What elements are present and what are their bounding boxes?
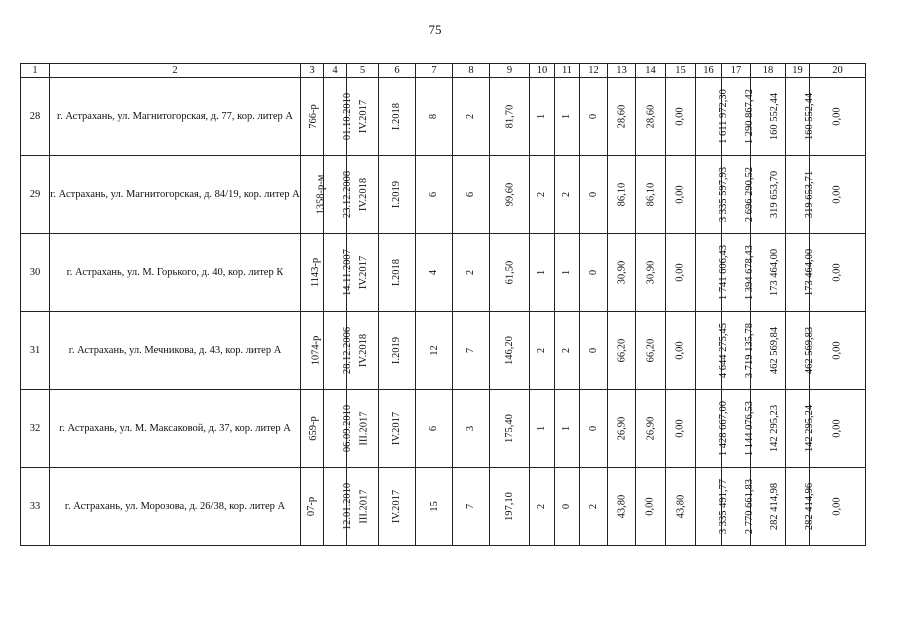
table-cell xyxy=(608,234,636,312)
row-number-cell: 32 xyxy=(21,390,50,468)
table-cell xyxy=(530,156,555,234)
cell-value: 319 653,70 xyxy=(769,170,781,219)
cell-value: 2 xyxy=(561,347,573,354)
table-cell xyxy=(696,156,730,234)
row-number-cell: 33 xyxy=(21,468,50,546)
column-number-cell: 18 xyxy=(751,64,786,78)
column-number-cell: 20 xyxy=(810,64,866,78)
cell-value: 6 xyxy=(428,425,440,432)
table-cell xyxy=(636,468,666,546)
table-cell xyxy=(379,78,416,156)
cell-value: 175,40 xyxy=(504,414,515,443)
table-cell xyxy=(379,468,416,546)
table-cell xyxy=(751,78,786,156)
table-cell xyxy=(580,234,608,312)
table-cell xyxy=(580,78,608,156)
cell-value: 462 569,83 xyxy=(804,326,816,375)
cell-value: 0,00 xyxy=(832,107,843,126)
table-cell xyxy=(751,234,786,312)
cell-value: 14.11.2007 xyxy=(341,249,353,296)
cell-value: 160 552,44 xyxy=(804,92,816,141)
table-cell xyxy=(666,234,696,312)
row-number-cell: 29 xyxy=(21,156,50,234)
table-cell xyxy=(555,78,580,156)
cell-value: 12 xyxy=(428,345,440,356)
cell-value: 0,00 xyxy=(832,419,843,438)
cell-value: 173 464,00 xyxy=(769,248,781,297)
data-table xyxy=(20,63,866,546)
table-cell xyxy=(530,390,555,468)
cell-value: 0 xyxy=(588,347,599,354)
table-cell xyxy=(416,468,453,546)
cell-value: 26,90 xyxy=(645,416,656,441)
cell-value: 01.10.2010 xyxy=(342,92,354,141)
cell-value: 0,00 xyxy=(832,497,843,516)
table-cell xyxy=(555,312,580,390)
table-cell xyxy=(666,78,696,156)
cell-value: IV.2017 xyxy=(358,255,370,290)
column-number-cell: 4 xyxy=(324,64,347,78)
table-cell xyxy=(301,312,324,390)
table-cell xyxy=(636,312,666,390)
table-cell xyxy=(666,312,696,390)
cell-value: 1 xyxy=(561,269,573,276)
cell-value: 0 xyxy=(588,269,599,276)
table-cell xyxy=(810,390,866,468)
cell-value: 1 290 867,42 xyxy=(744,88,756,145)
table-cell xyxy=(636,156,666,234)
cell-value: 99,60 xyxy=(504,182,515,207)
cell-value: 26,90 xyxy=(616,416,627,441)
table-cell xyxy=(379,156,416,234)
table-cell xyxy=(490,390,530,468)
cell-value: 1074-р xyxy=(310,335,322,366)
cell-value: 66,20 xyxy=(616,338,627,363)
cell-value: 7 xyxy=(465,503,477,510)
table-cell xyxy=(608,156,636,234)
page-number: 75 xyxy=(428,22,442,37)
cell-value: 146,20 xyxy=(504,336,515,365)
cell-value: 659-р xyxy=(307,416,319,441)
cell-value: 1 xyxy=(561,113,573,120)
cell-value: 0,00 xyxy=(675,341,686,360)
table-cell xyxy=(810,312,866,390)
table-cell xyxy=(301,78,324,156)
table-cell xyxy=(696,234,730,312)
cell-value: 28.12.2006 xyxy=(342,326,354,375)
table-cell xyxy=(786,390,816,468)
table-cell xyxy=(453,78,490,156)
cell-value: 3 335 597,93 xyxy=(718,166,730,223)
cell-value: 0,00 xyxy=(675,263,686,282)
table-cell xyxy=(608,390,636,468)
table-cell xyxy=(555,468,580,546)
cell-value: 2 xyxy=(588,503,599,510)
cell-value: 28,60 xyxy=(616,104,627,129)
cell-value: 81,70 xyxy=(504,104,515,129)
cell-value: 197,10 xyxy=(504,492,515,521)
cell-value: 23.12.2008 xyxy=(342,170,354,219)
column-number-cell: 2 xyxy=(50,64,301,78)
cell-value: 3 335 491,77 xyxy=(718,478,730,535)
table-cell xyxy=(696,312,730,390)
table-cell xyxy=(555,390,580,468)
table-cell xyxy=(379,312,416,390)
cell-value: 61,50 xyxy=(504,260,515,285)
table-row xyxy=(21,156,866,234)
table-cell xyxy=(490,156,530,234)
table-cell xyxy=(666,156,696,234)
address-cell: г. Астрахань, ул. Морозова, д. 26/38, кор. литер А xyxy=(50,468,301,546)
cell-value: 0,00 xyxy=(832,263,843,282)
cell-value: 0 xyxy=(561,503,573,510)
cell-value: 6 xyxy=(465,191,477,198)
cell-value: 3 719 135,78 xyxy=(744,322,756,379)
row-number-cell: 28 xyxy=(21,78,50,156)
table-cell xyxy=(786,312,816,390)
column-number-cell: 1 xyxy=(21,64,50,78)
column-number-cell: 8 xyxy=(453,64,490,78)
cell-value: 3 xyxy=(465,425,477,432)
table-cell xyxy=(453,234,490,312)
table-cell xyxy=(324,468,354,546)
column-number-cell: 7 xyxy=(416,64,453,78)
table-row xyxy=(21,234,866,312)
cell-value: 0 xyxy=(588,191,599,198)
table-cell xyxy=(453,312,490,390)
table-cell xyxy=(453,156,490,234)
cell-value: 4 644 275,45 xyxy=(718,322,730,379)
cell-value: 28,60 xyxy=(645,104,656,129)
table-cell xyxy=(490,312,530,390)
address-cell: г. Астрахань, ул. Мечникова, д. 43, кор. литер А xyxy=(50,312,301,390)
cell-value: I.2019 xyxy=(391,336,403,365)
table-cell xyxy=(453,390,490,468)
cell-value: 43,80 xyxy=(616,494,627,519)
table-cell xyxy=(580,390,608,468)
column-number-cell: 16 xyxy=(696,64,722,78)
cell-value: IV.2018 xyxy=(358,177,370,212)
cell-value: 2 xyxy=(465,269,477,276)
table-cell xyxy=(810,156,866,234)
column-number-cell: 6 xyxy=(379,64,416,78)
column-number-cell: 13 xyxy=(608,64,636,78)
table-cell xyxy=(696,390,730,468)
cell-value: 2 xyxy=(465,113,477,120)
cell-value: 319 653,71 xyxy=(804,170,816,219)
cell-value: 142 295,24 xyxy=(804,404,816,453)
table-cell xyxy=(490,234,530,312)
cell-value: 43,80 xyxy=(675,494,686,519)
cell-value: 282 414,98 xyxy=(769,482,781,531)
table-cell xyxy=(301,468,324,546)
table-cell xyxy=(608,468,636,546)
table-cell xyxy=(751,468,786,546)
table-cell xyxy=(301,234,324,312)
cell-value: 2 xyxy=(536,191,548,198)
table-cell xyxy=(666,468,696,546)
cell-value: 1143-р xyxy=(310,257,322,288)
table-cell xyxy=(810,78,866,156)
cell-value: 12.01.2010 xyxy=(342,482,354,531)
cell-value: 0 xyxy=(588,425,599,432)
cell-value: III.2017 xyxy=(358,489,370,524)
cell-value: 8 xyxy=(428,113,440,120)
cell-value: 1 xyxy=(536,425,548,432)
cell-value: IV.2017 xyxy=(391,489,403,524)
cell-value: 7 xyxy=(465,347,477,354)
table-cell xyxy=(751,312,786,390)
column-number-cell: 5 xyxy=(347,64,379,78)
column-number-cell: 10 xyxy=(530,64,555,78)
table-cell xyxy=(416,234,453,312)
cell-value: 1 428 667,00 xyxy=(718,400,730,457)
table-cell xyxy=(786,468,816,546)
cell-value: 766-р xyxy=(307,104,319,129)
cell-value: 4 xyxy=(428,269,440,276)
table-cell xyxy=(490,78,530,156)
table-cell xyxy=(530,312,555,390)
table-cell xyxy=(696,468,730,546)
table-cell xyxy=(530,234,555,312)
cell-value: 282 414,96 xyxy=(804,482,816,531)
table-cell xyxy=(416,156,453,234)
table-cell xyxy=(416,78,453,156)
column-number-cell: 15 xyxy=(666,64,696,78)
table-cell xyxy=(636,390,666,468)
table-cell xyxy=(786,78,816,156)
cell-value: 0,00 xyxy=(675,185,686,204)
table-cell xyxy=(810,234,866,312)
cell-value: IV.2018 xyxy=(358,333,370,368)
table-cell xyxy=(490,468,530,546)
cell-value: 6 xyxy=(428,191,440,198)
address-cell: г. Астрахань, ул. Магнитогорская, д. 84/19, кор. литер А xyxy=(50,156,301,234)
table-cell xyxy=(636,78,666,156)
row-number-cell: 31 xyxy=(21,312,50,390)
column-number-cell: 3 xyxy=(301,64,324,78)
address-cell: г. Астрахань, ул. Магнитогорская, д. 77, кор. литер А xyxy=(50,78,301,156)
cell-value: 07-р xyxy=(306,496,318,517)
table-cell xyxy=(810,468,866,546)
column-number-cell: 14 xyxy=(636,64,666,78)
table-cell xyxy=(324,312,354,390)
cell-value: 2 696 290,52 xyxy=(744,166,756,223)
cell-value: 1 741 606,43 xyxy=(718,244,730,301)
table-cell xyxy=(751,390,786,468)
cell-value: IV.2017 xyxy=(358,99,370,134)
table-cell xyxy=(580,312,608,390)
table-cell xyxy=(416,312,453,390)
cell-value: 173 464,00 xyxy=(804,248,816,297)
address-cell: г. Астрахань, ул. М. Горького, д. 40, кор. литер К xyxy=(50,234,301,312)
table-cell xyxy=(301,390,324,468)
cell-value: 2 xyxy=(561,191,573,198)
table-cell xyxy=(324,234,353,312)
column-number-cell: 11 xyxy=(555,64,580,78)
row-number-cell: 30 xyxy=(21,234,50,312)
table-cell xyxy=(530,78,555,156)
table-cell xyxy=(324,156,354,234)
cell-value: 0 xyxy=(588,113,599,120)
table-cell xyxy=(555,234,580,312)
table-cell xyxy=(453,468,490,546)
cell-value: 1 144 076,53 xyxy=(744,400,756,457)
table-cell xyxy=(416,390,453,468)
table-cell xyxy=(379,390,416,468)
cell-value: 30,90 xyxy=(645,260,656,285)
column-number-cell: 9 xyxy=(490,64,530,78)
cell-value: 2 xyxy=(536,503,548,510)
cell-value: 66,20 xyxy=(645,338,656,363)
header-row xyxy=(21,64,866,78)
cell-value: III.2017 xyxy=(358,411,370,446)
cell-value: 06.09.2010 xyxy=(342,404,354,453)
table-cell xyxy=(379,234,416,312)
cell-value: 1 394 678,43 xyxy=(744,244,756,301)
table-cell xyxy=(666,390,696,468)
cell-value: 15 xyxy=(428,501,440,512)
cell-value: 0,00 xyxy=(832,341,843,360)
table-cell xyxy=(751,156,786,234)
column-number-cell: 19 xyxy=(786,64,810,78)
table-cell xyxy=(324,78,354,156)
cell-value: 0,00 xyxy=(645,497,656,516)
table-cell xyxy=(555,156,580,234)
cell-value: 2 770 661,83 xyxy=(744,478,756,535)
address-cell: г. Астрахань, ул. М. Максаковой, д. 37, кор. литер А xyxy=(50,390,301,468)
cell-value: 1 xyxy=(536,113,548,120)
cell-value: 30,90 xyxy=(616,260,627,285)
cell-value: 0,00 xyxy=(675,107,686,126)
table-cell xyxy=(608,312,636,390)
table-cell xyxy=(636,234,666,312)
cell-value: I.2018 xyxy=(391,102,403,131)
cell-value: 2 xyxy=(536,347,548,354)
table-row xyxy=(21,78,866,156)
table-cell xyxy=(530,468,555,546)
table-cell xyxy=(580,156,608,234)
cell-value: 1358-р-м xyxy=(315,174,327,215)
cell-value: 160 552,44 xyxy=(769,92,781,141)
cell-value: 1 611 972,30 xyxy=(717,89,729,144)
cell-value: IV.2017 xyxy=(391,411,403,446)
table-row xyxy=(21,390,866,468)
table-row xyxy=(21,312,866,390)
cell-value: 1 xyxy=(561,425,573,432)
column-number-cell: 12 xyxy=(580,64,608,78)
cell-value: 86,10 xyxy=(616,182,627,207)
cell-value: 0,00 xyxy=(832,185,843,204)
table-cell xyxy=(608,78,636,156)
cell-value: 1 xyxy=(536,269,548,276)
cell-value: I.2019 xyxy=(391,180,403,209)
table-cell xyxy=(696,78,729,156)
cell-value: 142 295,23 xyxy=(769,404,781,453)
cell-value: 0,00 xyxy=(675,419,686,438)
table-cell xyxy=(786,156,816,234)
table-cell xyxy=(324,390,354,468)
cell-value: 86,10 xyxy=(645,182,656,207)
table-cell xyxy=(301,156,327,234)
column-number-cell: 17 xyxy=(722,64,751,78)
cell-value: I.2018 xyxy=(391,258,403,287)
table-cell xyxy=(786,234,816,312)
table-cell xyxy=(580,468,608,546)
cell-value: 462 569,84 xyxy=(769,326,781,375)
table-row xyxy=(21,468,866,546)
